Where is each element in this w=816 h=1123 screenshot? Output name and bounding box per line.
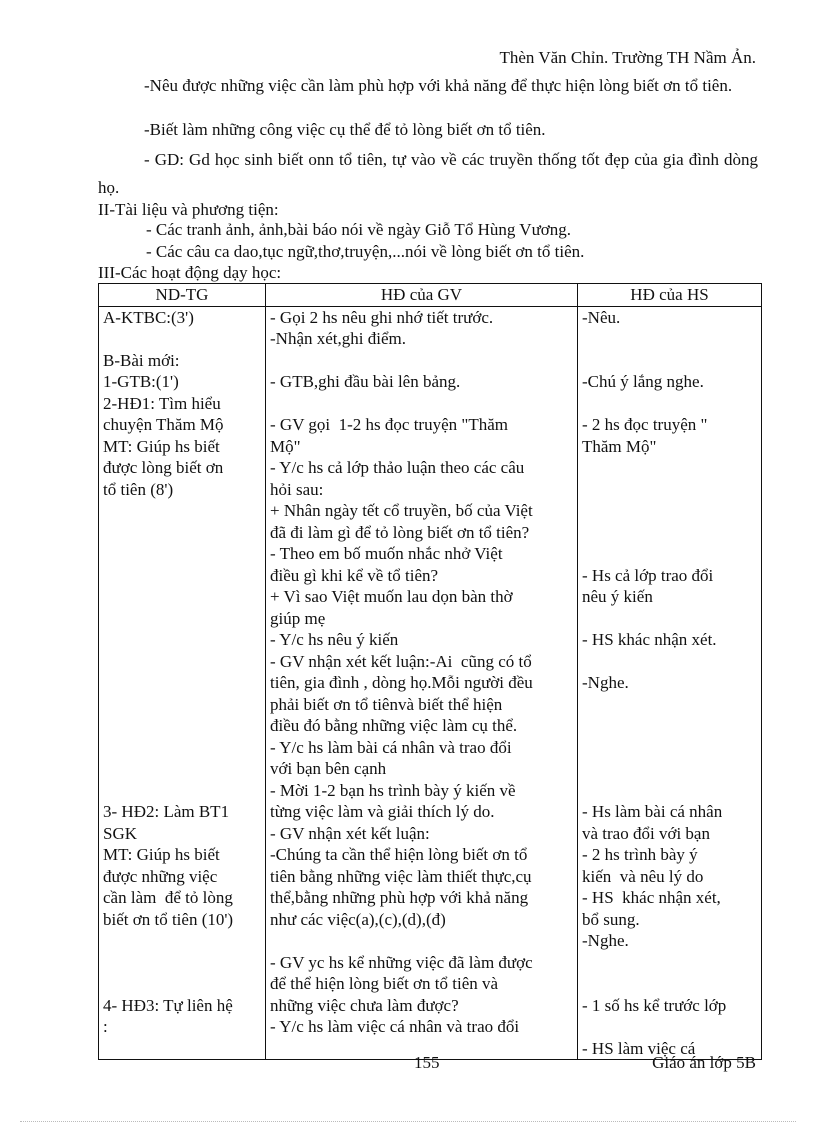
cell-line [582, 780, 757, 802]
cell-line [582, 737, 757, 759]
section-2-item: - Các tranh ảnh, ảnh,bài báo nói về ngày Giỗ Tổ Hùng Vương. [146, 220, 572, 239]
cell-line: - 2 hs trình bày ý [582, 845, 698, 864]
cell-line: MT: Giúp hs biết [103, 845, 220, 864]
cell-line: biết ơn tổ tiên (10') [103, 909, 234, 929]
cell-line: 1-GTB:(1') [103, 372, 179, 391]
cell-line: SGK [103, 823, 138, 843]
cell-line: - Hs làm bài cá nhân [582, 802, 723, 821]
cell-line [582, 328, 757, 350]
cell-line [582, 500, 757, 522]
cell-line [103, 500, 261, 522]
cell-line [103, 780, 261, 802]
cell-line: đã đi làm gì để tỏ lòng biết ơn tổ tiên? [270, 522, 530, 542]
cell-line: - 2 hs đọc truyện " [582, 415, 708, 434]
cell-line [582, 973, 757, 995]
cell-line: tiên bằng những việc làm thiết thực,cụ [270, 866, 532, 886]
cell-line: - 1 số hs kể trước lớp [582, 995, 727, 1015]
cell-line [103, 629, 261, 651]
cell-line: tiên, gia đình , dòng họ.Mỗi người đều [270, 673, 533, 692]
cell-line [582, 457, 757, 479]
cell-line [103, 758, 261, 780]
cell-line [103, 930, 261, 952]
cell-line: cần làm để tỏ lòng [103, 888, 233, 907]
cell-line: thể,bằng những phù hợp với khả năng [270, 888, 529, 907]
cell-line: A-KTBC:(3') [103, 307, 194, 327]
cell-line: - GV nhận xét kết luận: [270, 823, 430, 843]
cell-line: được những việc [103, 866, 218, 886]
cell-line [103, 737, 261, 759]
student-activity-column [578, 306, 762, 1060]
objective-1: -Nêu được những việc cần làm phù hợp với khả năng để thực hiện lòng biết ơn tổ tiên. [144, 76, 733, 95]
cell-line: - GTB,ghi đầu bài lên bảng. [270, 372, 461, 391]
cell-line: giúp mẹ [270, 608, 326, 628]
cell-line: + Nhân ngày tết cổ truyền, bố của Việt [270, 501, 533, 520]
cell-line: -Chú ý lắng nghe. [582, 372, 704, 391]
cell-line [582, 393, 757, 415]
cell-line [103, 565, 261, 587]
cell-line [103, 586, 261, 608]
section-2-title: II-Tài liệu và phương tiện: [98, 200, 279, 219]
cell-line: - Hs cả lớp trao đổi [582, 565, 714, 585]
cell-line [103, 973, 261, 995]
cell-line: phải biết ơn tổ tiênvà biết thể hiện [270, 694, 503, 714]
cell-line: - Y/c hs nêu ý kiến [270, 630, 399, 649]
cell-line: - HS làm việc cá [582, 1038, 696, 1058]
cell-line: MT: Giúp hs biết [103, 436, 220, 456]
teacher-activity-column [266, 306, 578, 1060]
cell-line: Mộ" [270, 436, 301, 456]
cell-line: - GV nhận xét kết luận:-Ai cũng có tổ [270, 651, 532, 671]
cell-line: 3- HĐ2: Làm BT1 [103, 802, 230, 821]
cell-line [582, 758, 757, 780]
cell-line: 4- HĐ3: Tự liên hệ [103, 995, 233, 1015]
activities-table [98, 283, 762, 1060]
cell-line [582, 608, 757, 630]
cell-line: B-Bài mới: [103, 350, 180, 370]
cell-line [582, 479, 757, 501]
cell-line [103, 522, 261, 544]
cell-line: : [103, 1017, 108, 1036]
cell-line [582, 522, 757, 544]
cell-line: -Nghe. [582, 673, 629, 692]
cell-line: chuyện Thăm Mộ [103, 415, 224, 434]
cell-line [103, 672, 261, 694]
cell-line: - Y/c hs cả lớp thảo luận theo các câu [270, 458, 525, 477]
cell-line: với bạn bên cạnh [270, 759, 387, 778]
objective-2: -Biết làm những công việc cụ thể để tỏ lòng biết ơn tổ tiên. [144, 120, 546, 139]
table-row [99, 306, 762, 1060]
cell-line [582, 1016, 757, 1038]
cell-line [270, 930, 573, 952]
header-student-activity: HĐ của HS [578, 284, 762, 307]
cell-line: -Chúng ta cần thể hiện lòng biết ơn tổ [270, 845, 528, 864]
cell-line [103, 543, 261, 565]
class-label: Giáo án lớp 5B [652, 1053, 756, 1072]
header-teacher-activity: HĐ của GV [266, 284, 578, 307]
cell-line [103, 608, 261, 630]
cell-line [103, 715, 261, 737]
section-2-item: - Các câu ca dao,tục ngữ,thơ,truyện,...nói về lòng biết ơn tổ tiên. [146, 242, 585, 261]
cell-line [103, 651, 261, 673]
cell-line: - Theo em bố muốn nhắc nhở Việt [270, 544, 503, 563]
header-content-time: ND-TG [99, 284, 266, 307]
cell-line: để thể hiện lòng biết ơn tổ tiên và [270, 974, 499, 993]
cell-line: như các việc(a),(c),(d),(đ) [270, 909, 446, 929]
cell-line [103, 328, 261, 350]
cell-line: Thăm Mộ" [582, 436, 657, 456]
cell-line: - Mời 1-2 bạn hs trình bày ý kiến về [270, 780, 516, 800]
cell-line: điều đó bằng những việc làm cụ thể. [270, 716, 518, 735]
table-header-row [99, 284, 762, 307]
page-header: Thèn Văn Chỉn. Trường TH Nầm Ản. [499, 48, 756, 67]
cell-line: - GV yc hs kể những việc đã làm được [270, 952, 533, 972]
cell-line: tổ tiên (8') [103, 479, 174, 499]
cell-line: 2-HĐ1: Tìm hiểu [103, 393, 221, 413]
cell-line: - GV gọi 1-2 hs đọc truyện "Thăm [270, 415, 508, 434]
cell-line: + Vì sao Việt muốn lau dọn bàn thờ [270, 587, 513, 606]
cell-line: - Y/c hs làm việc cá nhân và trao đổi [270, 1017, 520, 1036]
cell-line: - Gọi 2 hs nêu ghi nhớ tiết trước. [270, 307, 494, 327]
cell-line [270, 393, 573, 415]
cell-line [103, 952, 261, 974]
cell-line [582, 715, 757, 737]
content-time-column [99, 306, 266, 1060]
cell-line [582, 694, 757, 716]
cell-line [270, 350, 573, 372]
cell-line [582, 651, 757, 673]
section-3-title: III-Các hoạt động dạy học: [98, 263, 282, 282]
cell-line: bổ sung. [582, 909, 640, 929]
page-bottom-rule [20, 1121, 796, 1122]
cell-line: những việc chưa làm được? [270, 995, 459, 1015]
cell-line: kiến và nêu lý do [582, 866, 704, 886]
cell-line: và trao đổi với bạn [582, 823, 710, 843]
cell-line: -Nêu. [582, 307, 621, 327]
cell-line: được lòng biết ơn [103, 458, 224, 477]
page-number: 155 [414, 1053, 440, 1072]
cell-line [582, 543, 757, 565]
cell-line: - Y/c hs làm bài cá nhân và trao đổi [270, 737, 512, 757]
cell-line: điều gì khi kể về tổ tiên? [270, 565, 439, 585]
cell-line: - HS khác nhận xét. [582, 630, 717, 649]
cell-line: hỏi sau: [270, 479, 324, 499]
cell-line: -Nhận xét,ghi điểm. [270, 329, 406, 348]
cell-line: -Nghe. [582, 931, 629, 950]
objective-3: - GD: Gd học sinh biết onn tổ tiên, tự vào về các truyền thống tốt đẹp của gia đình dòng họ. [98, 150, 758, 197]
cell-line: từng việc làm và giải thích lý do. [270, 802, 495, 821]
cell-line [582, 350, 757, 372]
cell-line: nêu ý kiến [582, 587, 653, 606]
cell-line [582, 952, 757, 974]
cell-line: - HS khác nhận xét, [582, 888, 721, 907]
cell-line [103, 694, 261, 716]
